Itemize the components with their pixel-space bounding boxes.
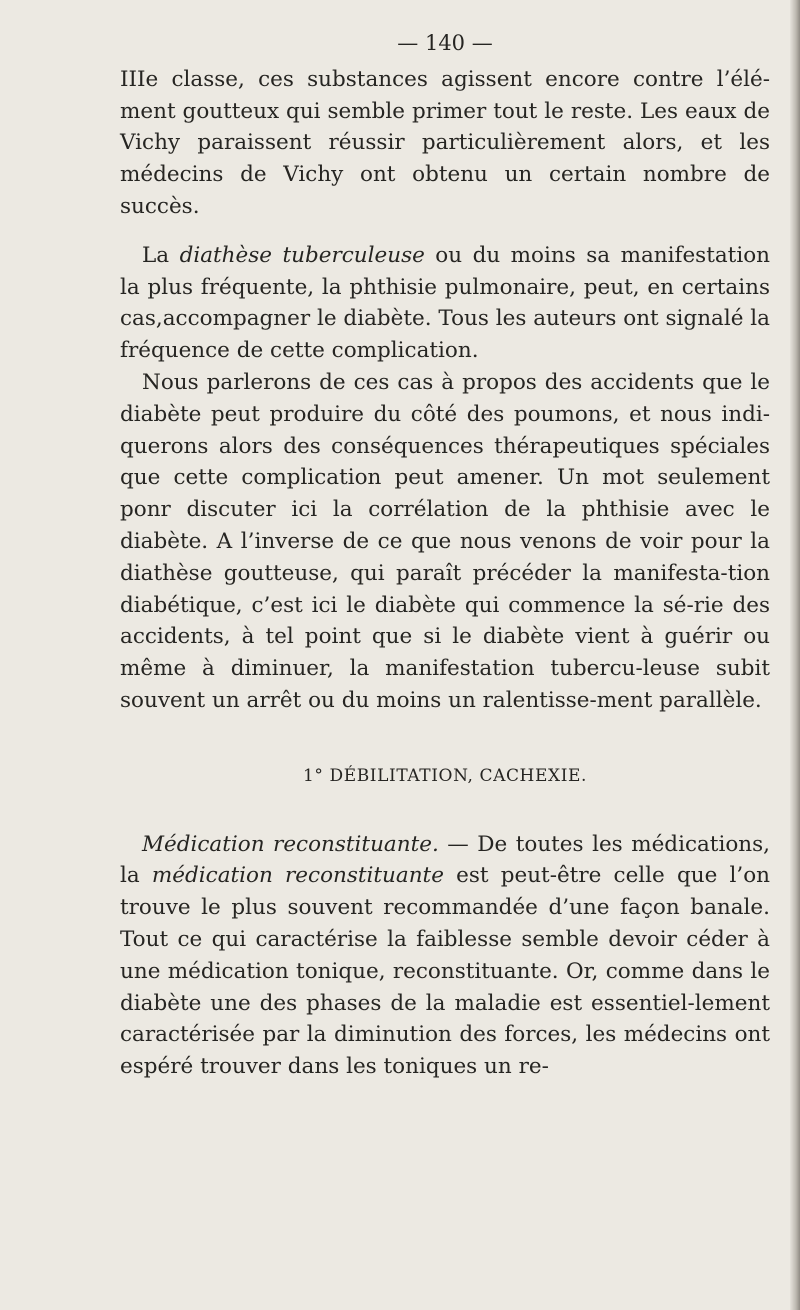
paragraph-4-dash: — De toutes les médications, la [120,831,770,889]
paragraph-4 [120,829,770,1083]
paragraph-2 [120,240,770,367]
page-edge-shadow [790,0,800,1310]
run-in-title: Médication reconstituante. [142,831,439,857]
section-heading: 1° DÉBILITATION, CACHEXIE. [302,765,588,786]
page-number: — 140 — [397,31,493,55]
paragraph-2-start: La [142,242,180,268]
paragraph-4-rest: est peut-être celle que l’on trouve le plus souvent recommandée d’une façon banale. Tout ce qui caractérise la faiblesse semble devoir céder à une médication tonique, reconstituante. Or, comme dans le diabète une des phases de la maladie est essentiel-lement caractérisée par la diminution des forces, les médecins ont espéré trouver dans les toniques un re- [120,863,770,1080]
term-diathese-tuberculeuse: diathèse tuberculeuse [179,242,425,268]
paragraph-2-rest: ou du moins sa manifestation la plus fréquente, la phthisie pulmonaire, peut, en certains cas,accompagner le diabète. Tous les auteurs ont signalé la fréquence de cette complication. [120,242,770,364]
term-medication-reconstituante: médication reconstituante [151,863,444,889]
paragraph-3: Nous parlerons de ces cas à propos des accidents que le diabète peut produire du côté des poumons, et nous indi-querons alors des conséquences thérapeutiques spéciales que cette complication peut amener. Un mot seulement ponr discuter ici la corrélation de la phthisie avec le diabète. A l’inverse de ce que nous venons de voir pour la diathèse goutteuse, qui paraît précéder la manifesta-tion diabétique, c’est ici le diabète qui commence la sé-rie des accidents, à tel point que si le diabète vient à guérir ou même à diminuer, la manifestation tubercu-leuse subit souvent un arrêt ou du moins un ralentisse-ment parallèle. [120,369,770,713]
paragraph-1: IIIe classe, ces substances agissent encore contre l’élé-ment goutteux qui semble primer tout le reste. Les eaux de Vichy paraissent réussir particulièrement alors, et les médecins de Vichy ont obtenu un certain nombre de succès. [120,66,770,219]
page-text [120,28,770,1083]
